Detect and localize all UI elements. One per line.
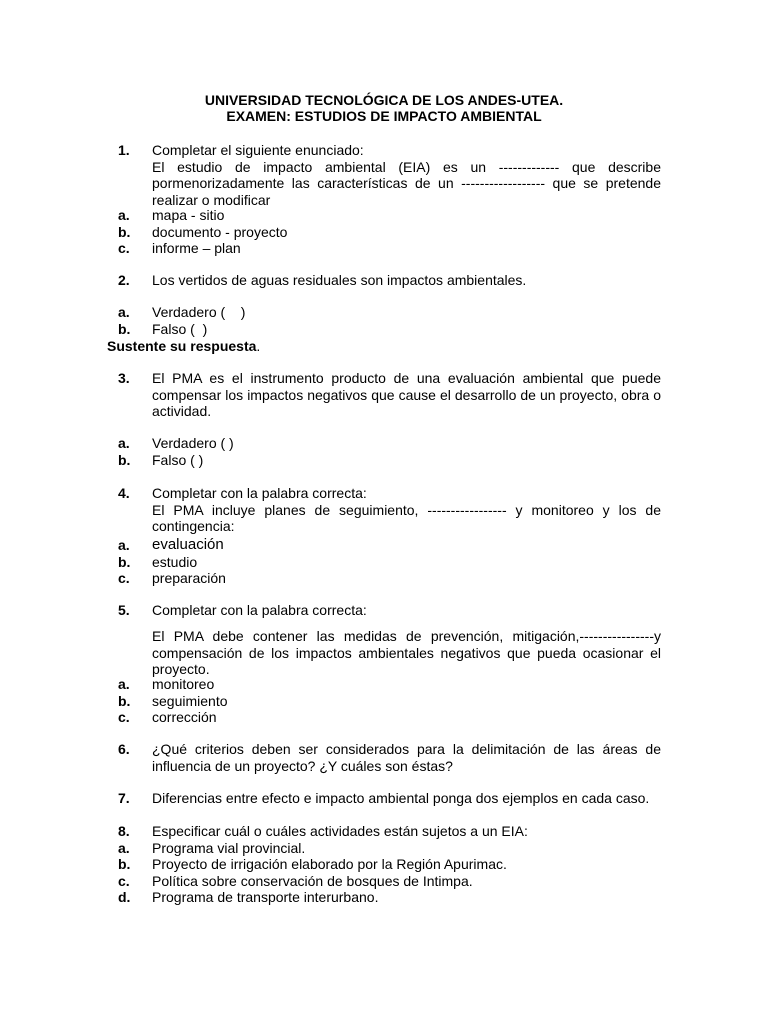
option-text: informe – plan [152, 240, 241, 256]
option-text: preparación [152, 570, 226, 586]
option-b [0, 224, 768, 241]
option-letter: c. [118, 872, 130, 889]
option-a [0, 207, 768, 224]
question-prompt: ¿Qué criterios deben ser considerados para la delimitación de las áreas de influencia de un proyecto? ¿Y cuáles son éstas? [152, 741, 661, 774]
question-prompt: Completar con la palabra correcta: [152, 485, 367, 501]
option-b [0, 856, 768, 873]
option-d [0, 889, 768, 906]
option-c [0, 873, 768, 890]
question-number: 5. [118, 602, 130, 618]
option-letter: c. [118, 570, 130, 586]
sustente-instruction [107, 338, 260, 355]
option-text: Verdadero ( ) [152, 304, 246, 320]
question-8 [0, 823, 768, 906]
option-letter: a. [118, 435, 130, 451]
question-1 [0, 142, 768, 208]
question-2 [0, 272, 768, 289]
option-letter: b. [118, 856, 131, 872]
question-body: El PMA debe contener las medidas de prevención, mitigación,----------------y compensación de los impactos ambientales negativos que pueda ocasionar el proyecto. [152, 628, 661, 677]
option-text: estudio [152, 553, 198, 570]
question-7 [0, 790, 768, 807]
option-text: mapa - sitio [152, 207, 225, 223]
exam-title: EXAMEN: ESTUDIOS DE IMPACTO AMBIENTAL [226, 108, 542, 124]
option-text: Falso ( ) [152, 320, 208, 337]
option-text: monitoreo [152, 676, 215, 692]
option-letter: b. [118, 451, 131, 468]
option-text: Proyecto de irrigación elaborado por la Región Apurimac. [152, 856, 507, 872]
option-letter: a. [118, 537, 130, 553]
sustente-period: . [256, 338, 261, 354]
option-letter: a. [118, 676, 130, 692]
option-text: Falso ( ) [152, 451, 204, 468]
option-letter: b. [118, 553, 131, 570]
option-b [0, 693, 768, 710]
option-text: Programa de transporte interurbano. [152, 889, 379, 905]
question-prompt: Los vertidos de aguas residuales son impactos ambientales. [152, 272, 527, 288]
question-prompt: Diferencias entre efecto e impacto ambiental ponga dos ejemplos en cada caso. [152, 790, 650, 806]
option-letter: a. [118, 839, 130, 856]
option-letter: b. [118, 223, 131, 240]
option-letter: d. [118, 889, 131, 905]
question-5 [0, 602, 768, 677]
option-b [0, 452, 768, 469]
option-a [0, 435, 768, 452]
option-a [0, 840, 768, 857]
option-text: documento - proyecto [152, 223, 288, 240]
question-number: 4. [118, 485, 130, 501]
option-text: corrección [152, 709, 217, 725]
option-c [0, 709, 768, 726]
question-1-options [0, 207, 768, 257]
option-a [0, 676, 768, 693]
university-title: UNIVERSIDAD TECNOLÓGICA DE LOS ANDES-UTEA. [204, 92, 564, 108]
option-b [0, 321, 768, 338]
option-letter: b. [118, 692, 131, 709]
question-2-options [0, 304, 768, 337]
question-number: 1. [118, 142, 130, 158]
option-text: Política sobre conservación de bosques de Intimpa. [152, 872, 473, 889]
question-body: El PMA incluye planes de seguimiento, ----------------- y monitoreo y los de contingencia: [152, 501, 661, 534]
option-c [0, 570, 768, 587]
option-letter: a. [118, 304, 130, 320]
option-text: evaluación [152, 536, 224, 553]
option-c [0, 240, 768, 257]
option-text: seguimiento [152, 692, 228, 709]
option-a [0, 537, 768, 554]
question-4-options [0, 537, 768, 587]
question-prompt: Completar el siguiente enunciado: [152, 142, 364, 158]
question-body: El estudio de impacto ambiental (EIA) es un ------------- que describe pormenorizadamente las características de un ------------------ que se pretende realizar o modificar [152, 158, 661, 208]
sustente-bold: Sustente su respuesta [107, 338, 257, 354]
question-3-options [0, 435, 768, 468]
question-number: 3. [118, 370, 130, 386]
option-letter: c. [118, 240, 130, 256]
question-number: 2. [118, 272, 130, 288]
question-number: 7. [118, 790, 130, 806]
question-number: 8. [118, 823, 130, 839]
option-letter: c. [118, 709, 130, 725]
option-text: Verdadero ( ) [152, 435, 234, 451]
question-prompt: Especificar cuál o cuáles actividades están sujetos a un EIA: [152, 823, 528, 839]
question-number: 6. [118, 741, 130, 757]
question-prompt: Completar con la palabra correcta: [152, 602, 367, 618]
option-letter: a. [118, 207, 130, 223]
question-5-options [0, 676, 768, 726]
option-letter: b. [118, 320, 131, 337]
option-a [0, 304, 768, 321]
option-b [0, 554, 768, 571]
question-prompt: El PMA es el instrumento producto de una evaluación ambiental que puede compensar los impactos negativos que cause el desarrollo de un proyecto, obra o actividad. [152, 370, 661, 419]
question-4 [0, 485, 768, 534]
option-text: Programa vial provincial. [152, 839, 306, 856]
